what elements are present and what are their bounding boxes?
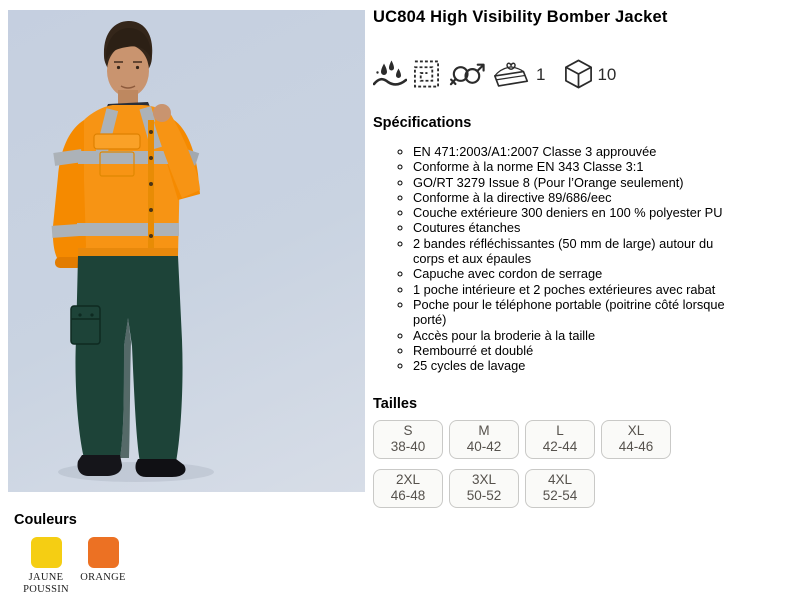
polybag-icon <box>491 59 533 89</box>
spec-item: ◦ Accès pour la broderie à la taille <box>413 328 743 343</box>
spec-list <box>373 144 743 373</box>
size-label: M <box>478 423 490 438</box>
size-range: 50-52 <box>466 488 502 503</box>
size-range: 38-40 <box>390 439 426 454</box>
size-label: S <box>403 423 413 438</box>
product-title: UC804 High Visibility Bomber Jacket <box>373 8 668 26</box>
spec-item: ◦ Rembourré et doublé <box>413 343 743 358</box>
spec-item: ◦ Conforme à la norme EN 343 Classe 3:1 <box>413 159 743 174</box>
spec-item: ◦ Conforme à la directive 89/686/eec <box>413 190 743 205</box>
colour-label: JAUNE POUSSIN <box>23 572 69 595</box>
polybag-quantity <box>491 59 545 89</box>
colours-section <box>14 512 130 596</box>
spec-item: ◦ Poche pour le téléphone portable (poitrine côté lorsque porté) <box>413 297 743 328</box>
size-label: 4XL <box>547 472 573 487</box>
colour-label: ORANGE <box>80 572 126 583</box>
specifications-heading: Spécifications <box>373 115 472 131</box>
carton-quantity-value: 10 <box>597 64 617 84</box>
spec-item: ◦ 25 cycles de lavage <box>413 358 743 373</box>
colour-swatch[interactable] <box>88 537 119 568</box>
spec-item: ◦ Capuche avec cordon de serrage <box>413 266 743 281</box>
colour-option-orange[interactable] <box>76 537 130 596</box>
spec-item: ◦ 2 bandes réfléchissantes (50 mm de large) autour du corps et aux épaules <box>413 236 743 267</box>
model-illustration <box>8 10 365 492</box>
spec-item: ◦ Coutures étanches <box>413 220 743 235</box>
sizes-heading: Tailles <box>373 396 418 412</box>
water-resistant-icon <box>373 59 407 89</box>
size-option-3xl[interactable] <box>449 469 519 508</box>
colours-heading: Couleurs <box>14 512 77 528</box>
size-option-2xl[interactable] <box>373 469 443 508</box>
size-label: L <box>556 423 564 438</box>
embroidery-access-icon <box>413 59 440 89</box>
size-option-s[interactable] <box>373 420 443 459</box>
spec-item: ◦ 1 poche intérieure et 2 poches extérieures avec rabat <box>413 282 743 297</box>
carton-icon <box>563 58 594 90</box>
size-label: XL <box>627 423 645 438</box>
size-range: 46-48 <box>390 488 426 503</box>
size-range: 40-42 <box>466 439 502 454</box>
size-label: 2XL <box>395 472 421 487</box>
spec-item: ◦ EN 471:2003/A1:2007 Classe 3 approuvée <box>413 144 743 159</box>
unisex-icon <box>448 59 487 89</box>
size-range: 42-44 <box>542 439 578 454</box>
size-grid <box>373 420 685 508</box>
spec-item: ◦ GO/RT 3279 Issue 8 (Pour l’Orange seulement) <box>413 175 743 190</box>
product-photo <box>8 10 365 492</box>
colour-option-jaune-poussin[interactable] <box>19 537 73 596</box>
spec-item: ◦ Couche extérieure 300 deniers en 100 % polyester PU <box>413 205 743 220</box>
swatch-row <box>19 537 130 596</box>
size-range: 44-46 <box>618 439 654 454</box>
polybag-quantity-value: 1 <box>536 64 546 84</box>
size-option-4xl[interactable] <box>525 469 595 508</box>
size-range: 52-54 <box>542 488 578 503</box>
carton-quantity <box>563 58 616 90</box>
size-option-xl[interactable] <box>601 420 671 459</box>
colour-swatch[interactable] <box>31 537 62 568</box>
size-option-m[interactable] <box>449 420 519 459</box>
size-option-l[interactable] <box>525 420 595 459</box>
size-label: 3XL <box>471 472 497 487</box>
feature-icons-row <box>373 56 616 92</box>
